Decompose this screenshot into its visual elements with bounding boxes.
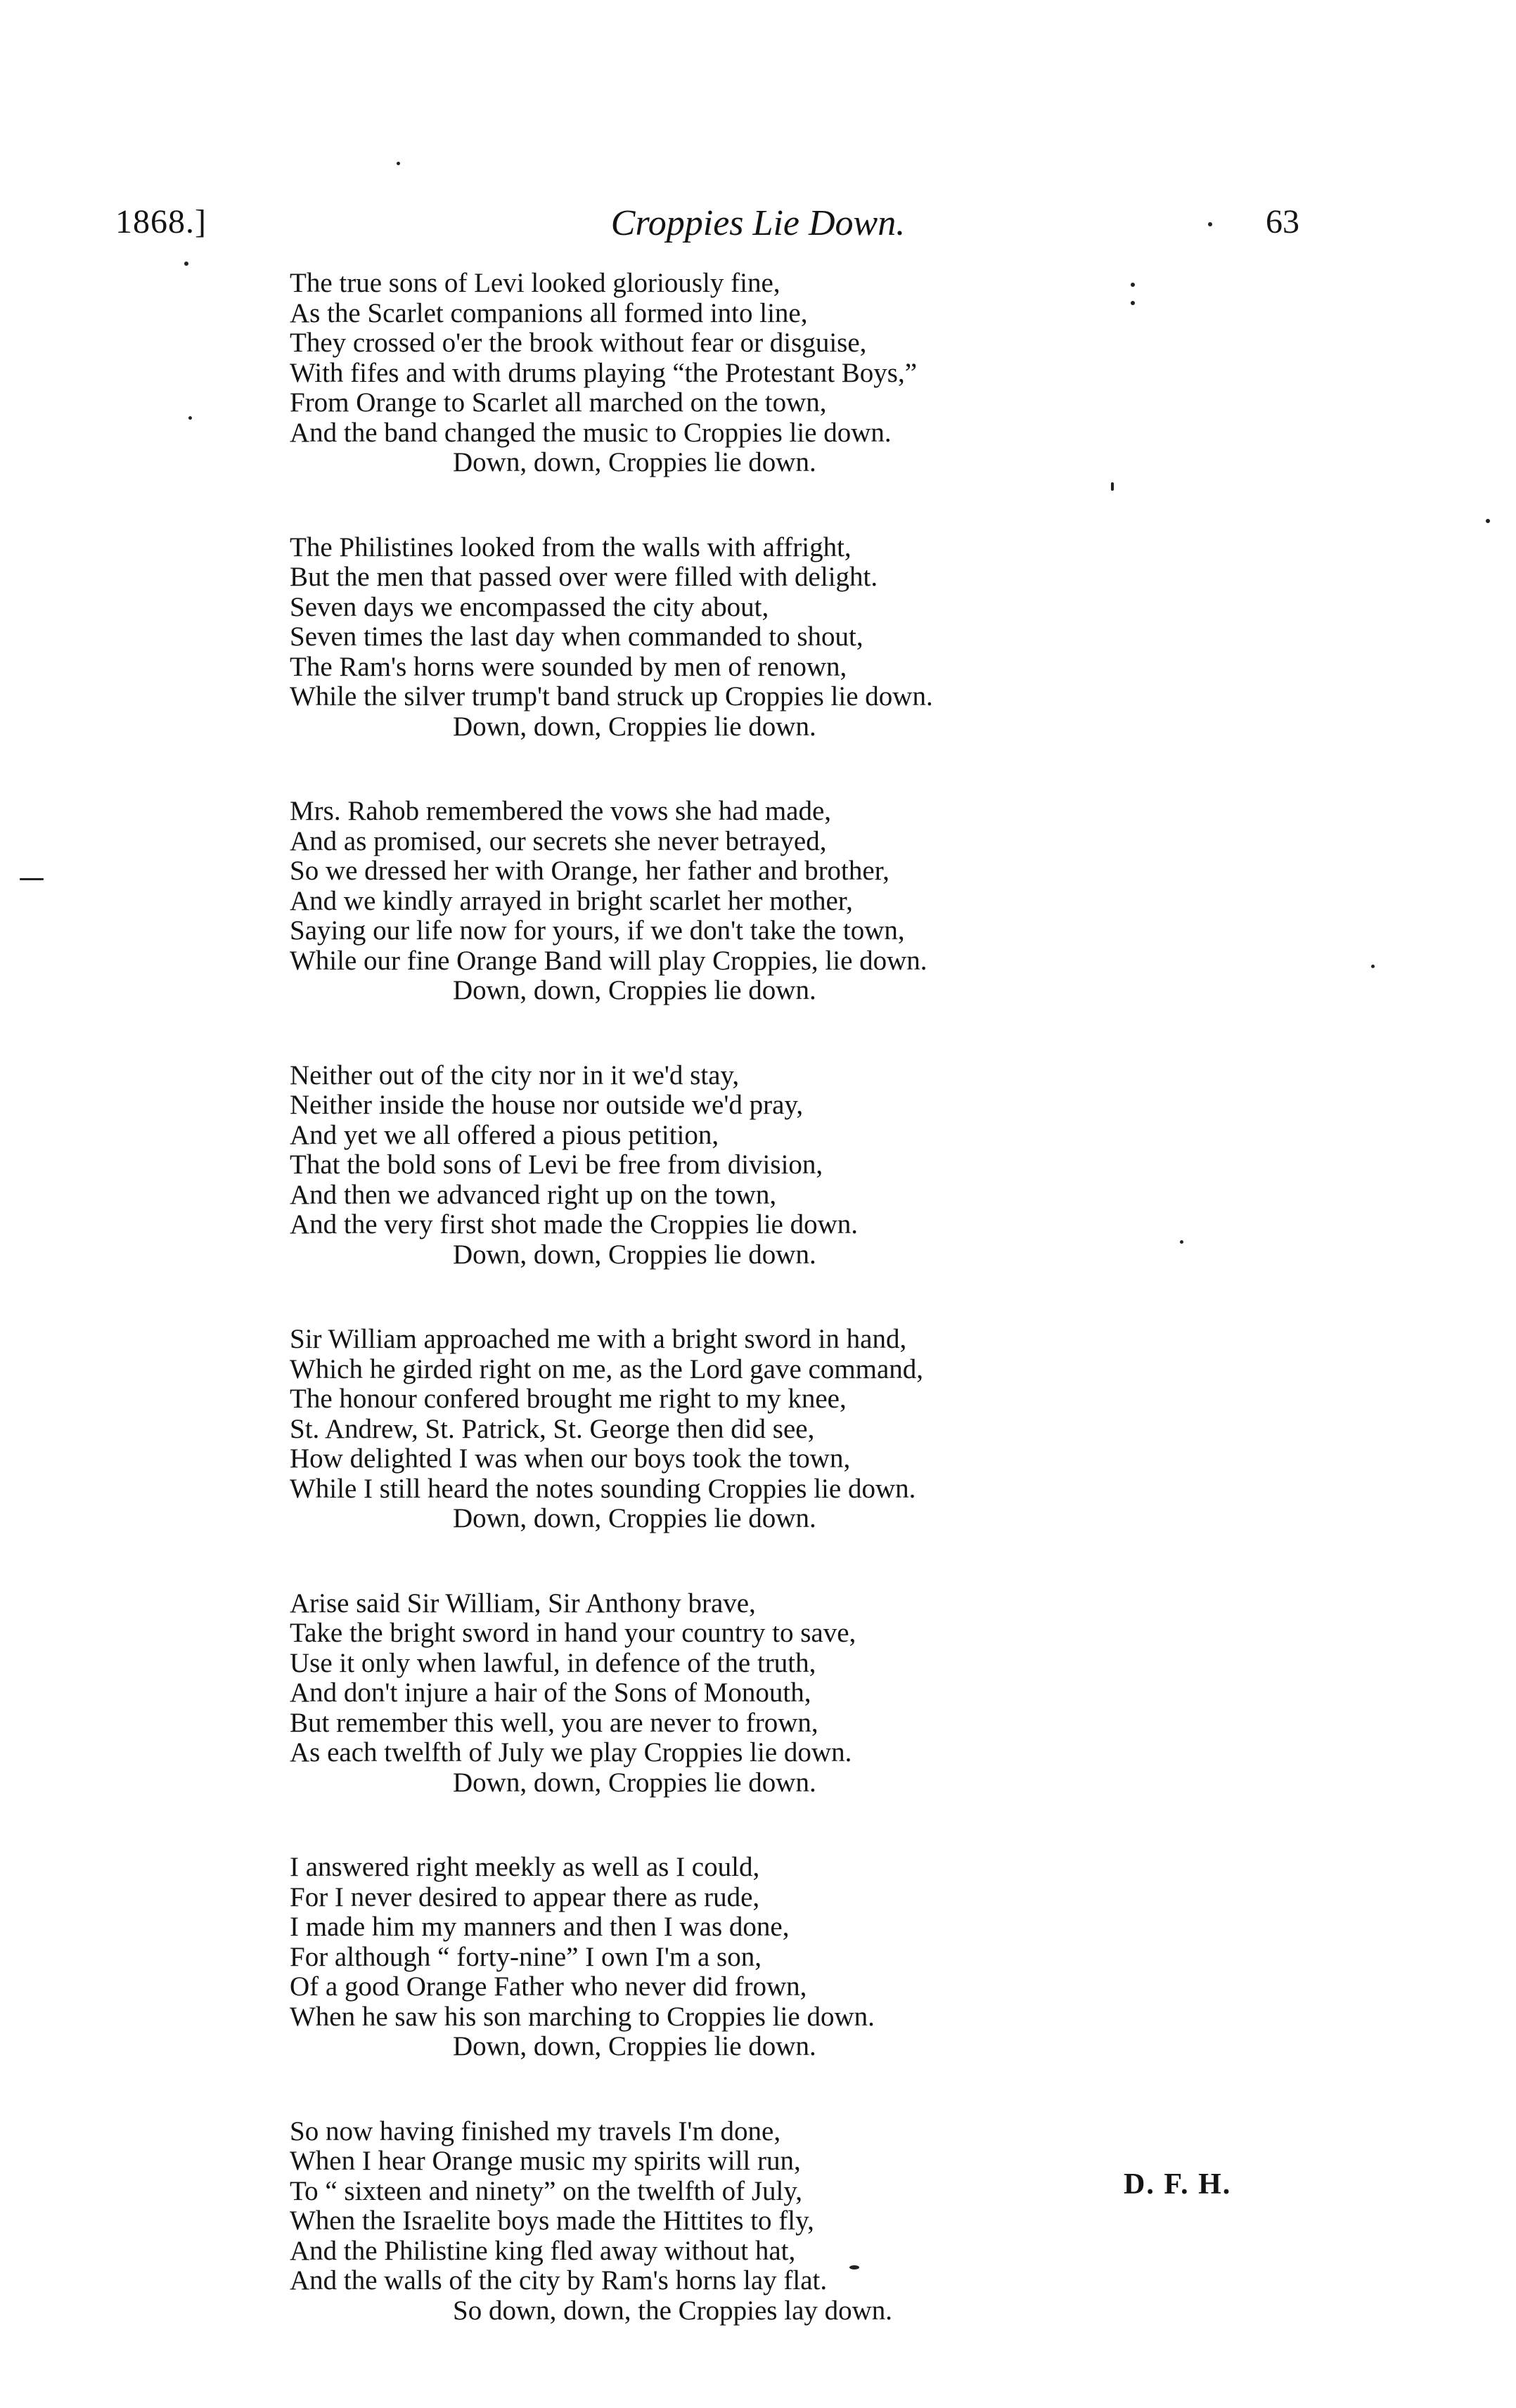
- poem-line: For I never desired to appear there as rude,: [290, 1881, 760, 1912]
- page-title: Croppies Lie Down.: [610, 203, 906, 243]
- poem-line: That the bold sons of Levi be free from division,: [290, 1150, 823, 1180]
- poem-line: And the Philistine king fled away without hat,: [290, 2235, 796, 2266]
- poem-line: As the Scarlet companions all formed into line,: [290, 297, 808, 328]
- scan-speck: [184, 262, 188, 266]
- scan-speck: [1180, 1240, 1183, 1244]
- poem-line: As each twelfth of July we play Croppies lie down.: [290, 1737, 852, 1768]
- poem-line: They crossed o'er the brook without fear or disguise,: [290, 328, 867, 358]
- poem-line: Arise said Sir William, Sir Anthony brave,: [290, 1588, 756, 1618]
- scan-speck: [397, 162, 400, 165]
- poem-line: Saying our life now for yours, if we don't take the town,: [290, 915, 905, 946]
- poem-line: While I still heard the notes sounding Croppies lie down.: [290, 1473, 916, 1504]
- poem-line: Seven days we encompassed the city about,: [290, 591, 769, 622]
- scan-speck: [1131, 283, 1135, 287]
- poem-line: And the very first shot made the Croppies lie down.: [290, 1209, 859, 1240]
- scan-speck: [849, 2265, 859, 2269]
- stanza: [290, 1853, 1176, 2062]
- refrain-line: Down, down, Croppies lie down.: [453, 2031, 816, 2061]
- poem-line: The true sons of Levi looked gloriously fine,: [290, 268, 781, 298]
- scan-speck: [188, 416, 192, 420]
- poem-line: When I hear Orange music my spirits will run,: [290, 2146, 801, 2176]
- stanza: [290, 1325, 1176, 1534]
- poem-line: But the men that passed over were filled with delight.: [290, 562, 878, 592]
- header-year: 1868.]: [115, 203, 207, 240]
- scan-speck: [1131, 301, 1135, 305]
- poem-line: I answered right meekly as well as I could,: [290, 1852, 760, 1882]
- poem-line: Which he girded right on me, as the Lord gave command,: [290, 1353, 924, 1384]
- poem-line: But remember this well, you are never to frown,: [290, 1707, 818, 1738]
- poem-line: Mrs. Rahob remembered the vows she had made,: [290, 796, 832, 826]
- poem-line: And we kindly arrayed in bright scarlet her mother,: [290, 885, 853, 916]
- poem-line: From Orange to Scarlet all marched on the town,: [290, 387, 827, 418]
- stanza: [290, 533, 1176, 742]
- stanza: [290, 1061, 1176, 1270]
- poem-line: St. Andrew, St. Patrick, St. George then did see,: [290, 1413, 815, 1444]
- poem-line: Of a good Orange Father who never did frown,: [290, 1971, 807, 2002]
- poem-line: Seven times the last day when commanded to shout,: [290, 622, 863, 652]
- stanza: [290, 797, 1176, 1006]
- poem-line: The honour confered brought me right to my knee,: [290, 1384, 847, 1414]
- poem-line: When the Israelite boys made the Hittites to fly,: [290, 2206, 814, 2236]
- poem-line: So now having finished my travels I'm done,: [290, 2116, 781, 2146]
- poem-line: And the band changed the music to Croppies lie down.: [290, 417, 892, 448]
- stanza: [290, 1589, 1176, 1798]
- refrain-line: Down, down, Croppies lie down.: [453, 1239, 816, 1270]
- poem-line: Take the bright sword in hand your country to save,: [290, 1618, 856, 1648]
- stanza: [290, 2117, 1176, 2326]
- poem-line: And then we advanced right up on the town,: [290, 1179, 777, 1210]
- refrain-line: Down, down, Croppies lie down.: [453, 447, 816, 477]
- poem-line: And the walls of the city by Ram's horns lay flat.: [290, 2265, 828, 2296]
- scan-speck: [1486, 519, 1490, 523]
- poem-line: For although “ forty-nine” I own I'm a son,: [290, 1941, 762, 1972]
- refrain-line: Down, down, Croppies lie down.: [453, 975, 816, 1005]
- poem-line: Use it only when lawful, in defence of the truth,: [290, 1647, 816, 1678]
- refrain-line: So down, down, the Croppies lay down.: [453, 2295, 893, 2326]
- scan-speck: [1371, 965, 1375, 968]
- poem-line: How delighted I was when our boys took the town,: [290, 1443, 851, 1474]
- poem-line: When he saw his son marching to Croppies lie down.: [290, 2001, 875, 2032]
- scan-speck: [20, 878, 44, 880]
- poem-line: With fifes and with drums playing “the Protestant Boys,”: [290, 357, 918, 388]
- scan-speck: [1111, 482, 1114, 491]
- stanza: [290, 269, 1176, 478]
- author-signature: D. F. H.: [1124, 2168, 1232, 2201]
- poem-line: Neither inside the house nor outside we'd pray,: [290, 1090, 804, 1120]
- poem-line: And don't injure a hair of the Sons of Monouth,: [290, 1678, 811, 1708]
- poem-line: Sir William approached me with a bright sword in hand,: [290, 1324, 907, 1354]
- refrain-line: Down, down, Croppies lie down.: [453, 1503, 816, 1533]
- poem-line: And yet we all offered a pious petition,: [290, 1119, 719, 1150]
- refrain-line: Down, down, Croppies lie down.: [453, 1767, 816, 1798]
- poem-line: The Philistines looked from the walls with affright,: [290, 532, 852, 562]
- poem-line: The Ram's horns were sounded by men of renown,: [290, 651, 847, 682]
- poem-line: To “ sixteen and ninety” on the twelfth of July,: [290, 2175, 803, 2206]
- scan-speck: [1208, 222, 1212, 226]
- poem-line: While the silver trump't band struck up Croppies lie down.: [290, 681, 933, 712]
- page-number: 63: [1266, 203, 1299, 240]
- poem-line: So we dressed her with Orange, her father and brother,: [290, 856, 889, 886]
- poem-line: Neither out of the city nor in it we'd stay,: [290, 1060, 740, 1090]
- poem-body: [290, 269, 1176, 2381]
- poem-line: While our fine Orange Band will play Croppies, lie down.: [290, 945, 927, 976]
- poem-line: I made him my manners and then I was done,: [290, 1912, 790, 1942]
- refrain-line: Down, down, Croppies lie down.: [453, 711, 816, 742]
- poem-line: And as promised, our secrets she never betrayed,: [290, 825, 827, 856]
